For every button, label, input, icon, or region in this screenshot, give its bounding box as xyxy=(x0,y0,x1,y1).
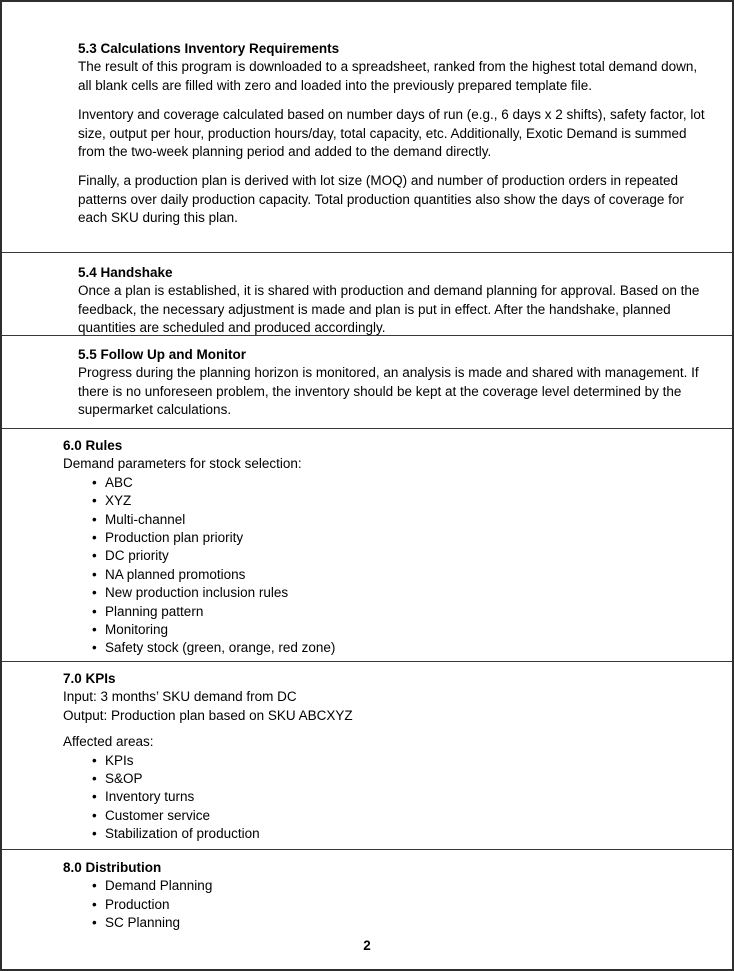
bullet-item: • Production plan priority xyxy=(63,529,707,547)
bullet-item: • Safety stock (green, orange, red zone) xyxy=(63,639,707,657)
section-heading: 6.0 Rules xyxy=(63,438,123,453)
bullet-item: • Customer service xyxy=(63,807,707,825)
section-divider xyxy=(2,428,732,429)
kpi-input-line: Input: 3 months’ SKU demand from DC xyxy=(63,689,297,705)
page-number: 2 xyxy=(363,938,371,953)
bullet-item: • Stabilization of production xyxy=(63,825,707,843)
section-distribution xyxy=(63,859,707,933)
bullet-list xyxy=(63,752,707,844)
paragraph: Progress during the planning horizon is monitored, an analysis is made and shared with management. If there is no unforeseen problem, the inventory should be kept at the coverage level determined by the supermarket calculations. xyxy=(78,365,699,418)
bullet-item: • KPIs xyxy=(63,752,707,770)
section-calculations-inventory-requirements xyxy=(78,40,706,228)
bullet-item: • Inventory turns xyxy=(63,788,707,806)
paragraph: The result of this program is downloaded to a spreadsheet, ranked from the highest total demand down, all blank cells are filled with zero and loaded into the previously prepared template file. xyxy=(78,59,698,93)
section-kpis xyxy=(63,670,707,844)
section-rules xyxy=(63,437,707,658)
bullet-item: • NA planned promotions xyxy=(63,566,707,584)
bullet-item: • Planning pattern xyxy=(63,603,707,621)
section-divider xyxy=(2,661,732,662)
bullet-item: • Monitoring xyxy=(63,621,707,639)
section-heading: 5.4 Handshake xyxy=(78,265,173,280)
bullet-list xyxy=(63,877,707,932)
section-heading: 8.0 Distribution xyxy=(63,860,162,875)
bullet-item: • XYZ xyxy=(63,492,707,510)
section-divider xyxy=(2,252,732,253)
paragraph: Finally, a production plan is derived with lot size (MOQ) and number of production orders in repeated patterns over daily production capacity. Total production quantities also show the days of coverage for each SKU during this plan. xyxy=(78,173,684,226)
kpi-output-line: Output: Production plan based on SKU ABCXYZ xyxy=(63,707,353,723)
section-heading: 5.5 Follow Up and Monitor xyxy=(78,347,246,362)
section-handshake xyxy=(78,264,706,338)
section-follow-up-and-monitor xyxy=(78,346,706,420)
section-intro: Affected areas: xyxy=(63,734,154,750)
bullet-item: • ABC xyxy=(63,474,707,492)
paragraph: Once a plan is established, it is shared with production and demand planning for approval. Based on the feedback, the necessary adjustment is made and plan is put in effect. After the handshake, planned quantities are scheduled and produced accordingly. xyxy=(78,283,700,336)
bullet-item: • Production xyxy=(63,896,707,914)
section-divider xyxy=(2,335,732,336)
section-divider xyxy=(2,849,732,850)
bullet-item: • New production inclusion rules xyxy=(63,584,707,602)
section-heading: 7.0 KPIs xyxy=(63,671,116,686)
bullet-item: • S&OP xyxy=(63,770,707,788)
section-heading: 5.3 Calculations Inventory Requirements xyxy=(78,41,340,56)
section-intro: Demand parameters for stock selection: xyxy=(63,456,302,472)
bullet-item: • Multi-channel xyxy=(63,511,707,529)
bullet-item: • DC priority xyxy=(63,547,707,565)
bullet-item: • Demand Planning xyxy=(63,877,707,895)
paragraph: Inventory and coverage calculated based on number days of run (e.g., 6 days x 2 shifts), safety factor, lot size, output per hour, production hours/day, total capacity, etc. Additionally, Exotic Demand is summed from the two-week planning period and added to the demand directly. xyxy=(78,107,705,160)
bullet-item: • SC Planning xyxy=(63,914,707,932)
bullet-list xyxy=(63,474,707,658)
